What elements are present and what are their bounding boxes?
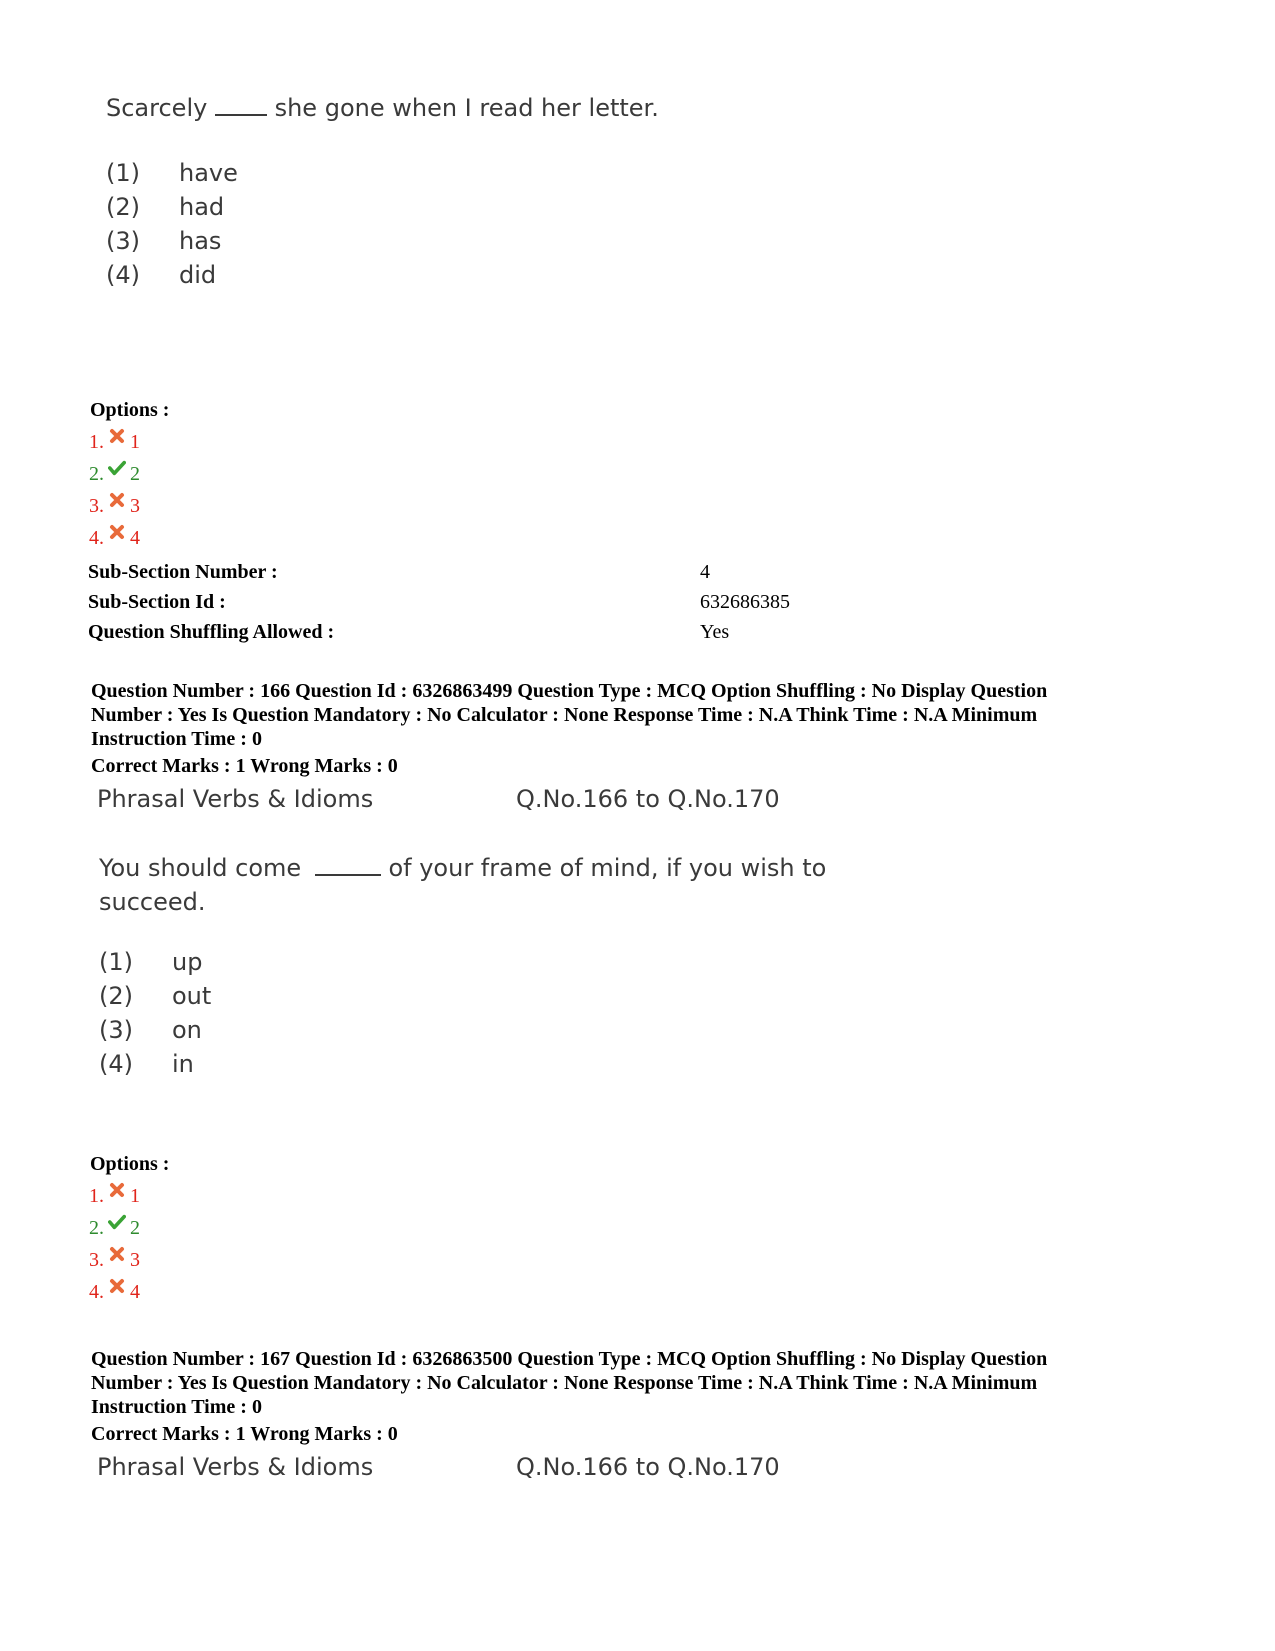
q165-choices [106, 156, 238, 292]
q166-choice-4: (4) in [99, 1050, 194, 1078]
q165-stem-after: she gone when I read her letter. [274, 94, 659, 122]
q165-options-list [89, 426, 140, 554]
q167-range: Q.No.166 to Q.No.170 [516, 1453, 780, 1481]
q166-blank [315, 854, 381, 876]
q166-topic: Phrasal Verbs & Idioms [97, 785, 374, 813]
cross-icon [108, 1181, 126, 1199]
q167-meta-line3: Instruction Time : 0 [91, 1396, 262, 1418]
q165-options-label: Options : [90, 399, 170, 421]
q165-option-2: 2. 2 [89, 458, 140, 490]
q165-choice-4: (4) did [106, 261, 217, 289]
q167-topic: Phrasal Verbs & Idioms [97, 1453, 374, 1481]
q166-option-4: 4. 4 [89, 1276, 140, 1308]
cross-icon [108, 491, 126, 509]
q166-choice-1: (1) up [99, 948, 203, 976]
q165-stem [106, 94, 659, 122]
q166-meta [91, 679, 1047, 751]
check-icon [108, 459, 126, 477]
q165-choice-1: (1) have [106, 159, 238, 187]
cross-icon [108, 427, 126, 445]
q165-blank [215, 94, 267, 116]
q166-options-label: Options : [90, 1153, 170, 1175]
q166-stem-before: You should come [99, 854, 302, 882]
q167-meta [91, 1347, 1047, 1419]
q167-marks: Correct Marks : 1 Wrong Marks : 0 [91, 1423, 398, 1445]
q165-choice-3: (3) has [106, 227, 222, 255]
q166-meta-line3: Instruction Time : 0 [91, 728, 262, 750]
q167-meta-line1: Question Number : 167 Question Id : 6326863500 Question Type : MCQ Option Shuffling : No Display Question [91, 1348, 1048, 1370]
q165-choice-2: (2) had [106, 193, 225, 221]
cross-icon [108, 523, 126, 541]
check-icon [108, 1213, 126, 1231]
q166-stem-line2: succeed. [99, 888, 206, 916]
q165-stem-before: Scarcely [106, 94, 208, 122]
q166-marks: Correct Marks : 1 Wrong Marks : 0 [91, 755, 398, 777]
cross-icon [108, 1245, 126, 1263]
q166-meta-line2: Number : Yes Is Question Mandatory : No Calculator : None Response Time : N.A Think Time : N.A Minimum [91, 704, 1038, 726]
q166-option-3: 3. 3 [89, 1244, 140, 1276]
q166-choices [99, 945, 211, 1081]
q166-options-list [89, 1180, 140, 1308]
q166-option-2: 2. 2 [89, 1212, 140, 1244]
cross-icon [108, 1277, 126, 1295]
subsection-info [88, 557, 790, 647]
q166-choice-2: (2) out [99, 982, 212, 1010]
q166-stem [99, 851, 826, 919]
subsection-id-row: Sub-Section Id : 632686385 [88, 591, 790, 613]
subsection-shuffle-row: Question Shuffling Allowed : Yes [88, 621, 730, 643]
q167-meta-line2: Number : Yes Is Question Mandatory : No Calculator : None Response Time : N.A Think Time : N.A Minimum [91, 1372, 1038, 1394]
q165-option-1: 1. 1 [89, 426, 140, 458]
q165-option-4: 4. 4 [89, 522, 140, 554]
subsection-number-row: Sub-Section Number : 4 [88, 561, 710, 583]
q166-meta-line1: Question Number : 166 Question Id : 6326863499 Question Type : MCQ Option Shuffling : No Display Question [91, 680, 1048, 702]
q166-stem-after: of your frame of mind, if you wish to [388, 854, 827, 882]
q166-range: Q.No.166 to Q.No.170 [516, 785, 780, 813]
q166-choice-3: (3) on [99, 1016, 202, 1044]
q166-option-1: 1. 1 [89, 1180, 140, 1212]
q165-option-3: 3. 3 [89, 490, 140, 522]
